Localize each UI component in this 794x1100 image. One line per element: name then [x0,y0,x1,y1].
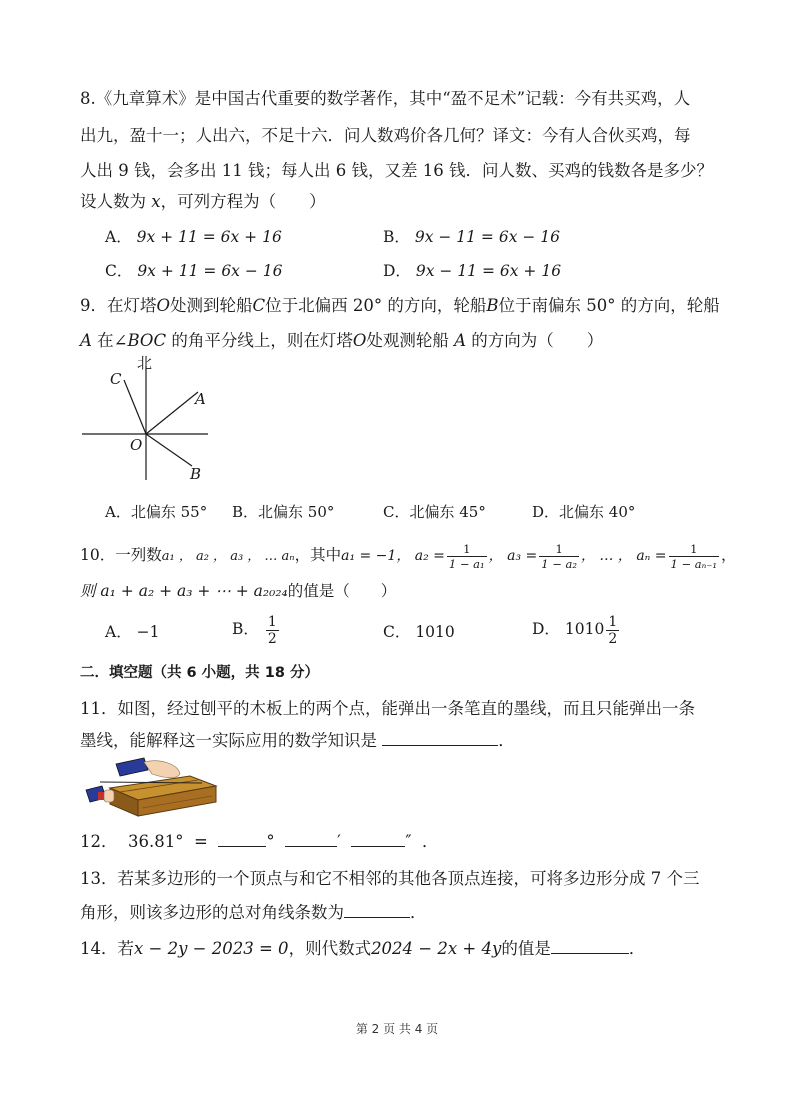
figure-label-c: C [110,370,122,388]
q9-option-d: D．北偏东 40° [532,503,636,521]
figure-ray-a [146,392,198,434]
q8-line-1: 8.《九章算术》是中国古代重要的数学著作，其中“盈不足术”记载：今有共买鸡，人 [80,89,691,108]
q10-frac-a3: $\frac{1}{\text{1 − a₂}}$ [541,541,577,571]
q12-minute-blank[interactable] [285,832,337,847]
q10-option-d: D． 1010 $\frac{1}{2}$ [532,613,618,647]
q13-line-1: 13．若某多边形的一个顶点与和它不相邻的其他各顶点连接，可将多边形分成 7 个三 [80,869,700,888]
q12-second-blank[interactable] [351,832,405,847]
q9-line-2: A 在∠BOC 的角平分线上，则在灯塔O处观测轮船 A 的方向为（ ） [80,331,604,350]
q13-answer-blank[interactable] [344,903,410,918]
figure-ray-c [124,380,146,434]
q8-option-c: C． 9x + 11 = 6x − 16 [105,262,283,280]
q10-frac-a2: $\frac{1}{\text{1 − a₁}}$ [448,541,485,571]
q10-option-a: A． −1 [105,623,160,641]
q10-frac-an: $\frac{1}{\text{1 − aₙ₋₁}}$ [670,541,718,571]
q12-degree-blank[interactable] [218,832,266,847]
q9-option-b: B．北偏东 50° [232,503,335,521]
q8-line-3: 人出 9 钱，会多出 11 钱；每人出 6 钱，又差 16 钱．问人数、买鸡的钱数各是多少？ [80,161,713,180]
q12-line: 12． 36.81° = ° ′ ″ ． [80,832,439,851]
q8-line-4: 设人数为 x，可列方程为（ ） [80,192,326,211]
q11-line-1: 11．如图，经过刨平的木板上的两个点，能弹出一条笔直的墨线，而且只能弹出一条 [80,699,695,718]
q11-wood-board-image [80,756,220,818]
q10-option-c: C． 1010 [383,623,455,641]
q9-option-c: C．北偏东 45° [383,503,486,521]
q8-line-2: 出九，盈十一；人出六，不足十六．问人数鸡价各几何？译文：今有人合伙买鸡，每 [80,126,691,145]
figure-label-b: B [190,465,202,483]
figure-label-o: O [130,436,143,454]
q9-direction-figure [78,352,218,487]
q8-option-b: B． 9x − 11 = 6x − 16 [383,228,561,246]
q14-line: 14．若x − 2y − 2023 = 0，则代数式2024 − 2x + 4y的值是 ． [80,939,646,958]
q10-option-b: B． $\frac{1}{2}$ [232,613,277,647]
q11-answer-blank[interactable] [382,731,498,746]
q14-answer-blank[interactable] [551,939,629,954]
q10-line-2: 则 a₁ + a₂ + a₃ + ⋯ + a₂₀₂₄的值是（ ） [80,582,397,600]
section-2-heading: 二．填空题（共 6 小题，共 18 分） [80,665,319,681]
q10-line-1: 10．一列数a₁ ， a₂ ， a₃ ， … aₙ，其中a₁ = −1， a₂ = $\frac{1}{\text{1 − a₁}}$ ， a₃ = $\frac{1}{\text{1 − a₂}}$ ， … ， aₙ = $\frac{1}{\text{1 − aₙ₋₁}}$ ， [80,541,737,571]
q8-option-d: D． 9x − 11 = 6x + 16 [383,262,562,280]
figure-label-a: A [195,390,206,408]
figure-ray-b [146,434,192,466]
q13-line-2: 角形，则该多边形的总对角线条数为 ． [80,903,427,922]
q9-option-a: A．北偏东 55° [105,503,208,521]
q11-line-2: 墨线，能解释这一实际应用的数学知识是 ． [80,731,515,750]
figure-north-label: 北 [137,354,153,372]
q9-line-1: 9．在灯塔O处测到轮船C位于北偏西 20° 的方向，轮船B位于南偏东 50° 的方向，轮船 [80,296,720,315]
q8-option-a: A． 9x + 11 = 6x + 16 [105,228,282,246]
page-footer: 第 2 页 共 4 页 [355,1022,439,1036]
